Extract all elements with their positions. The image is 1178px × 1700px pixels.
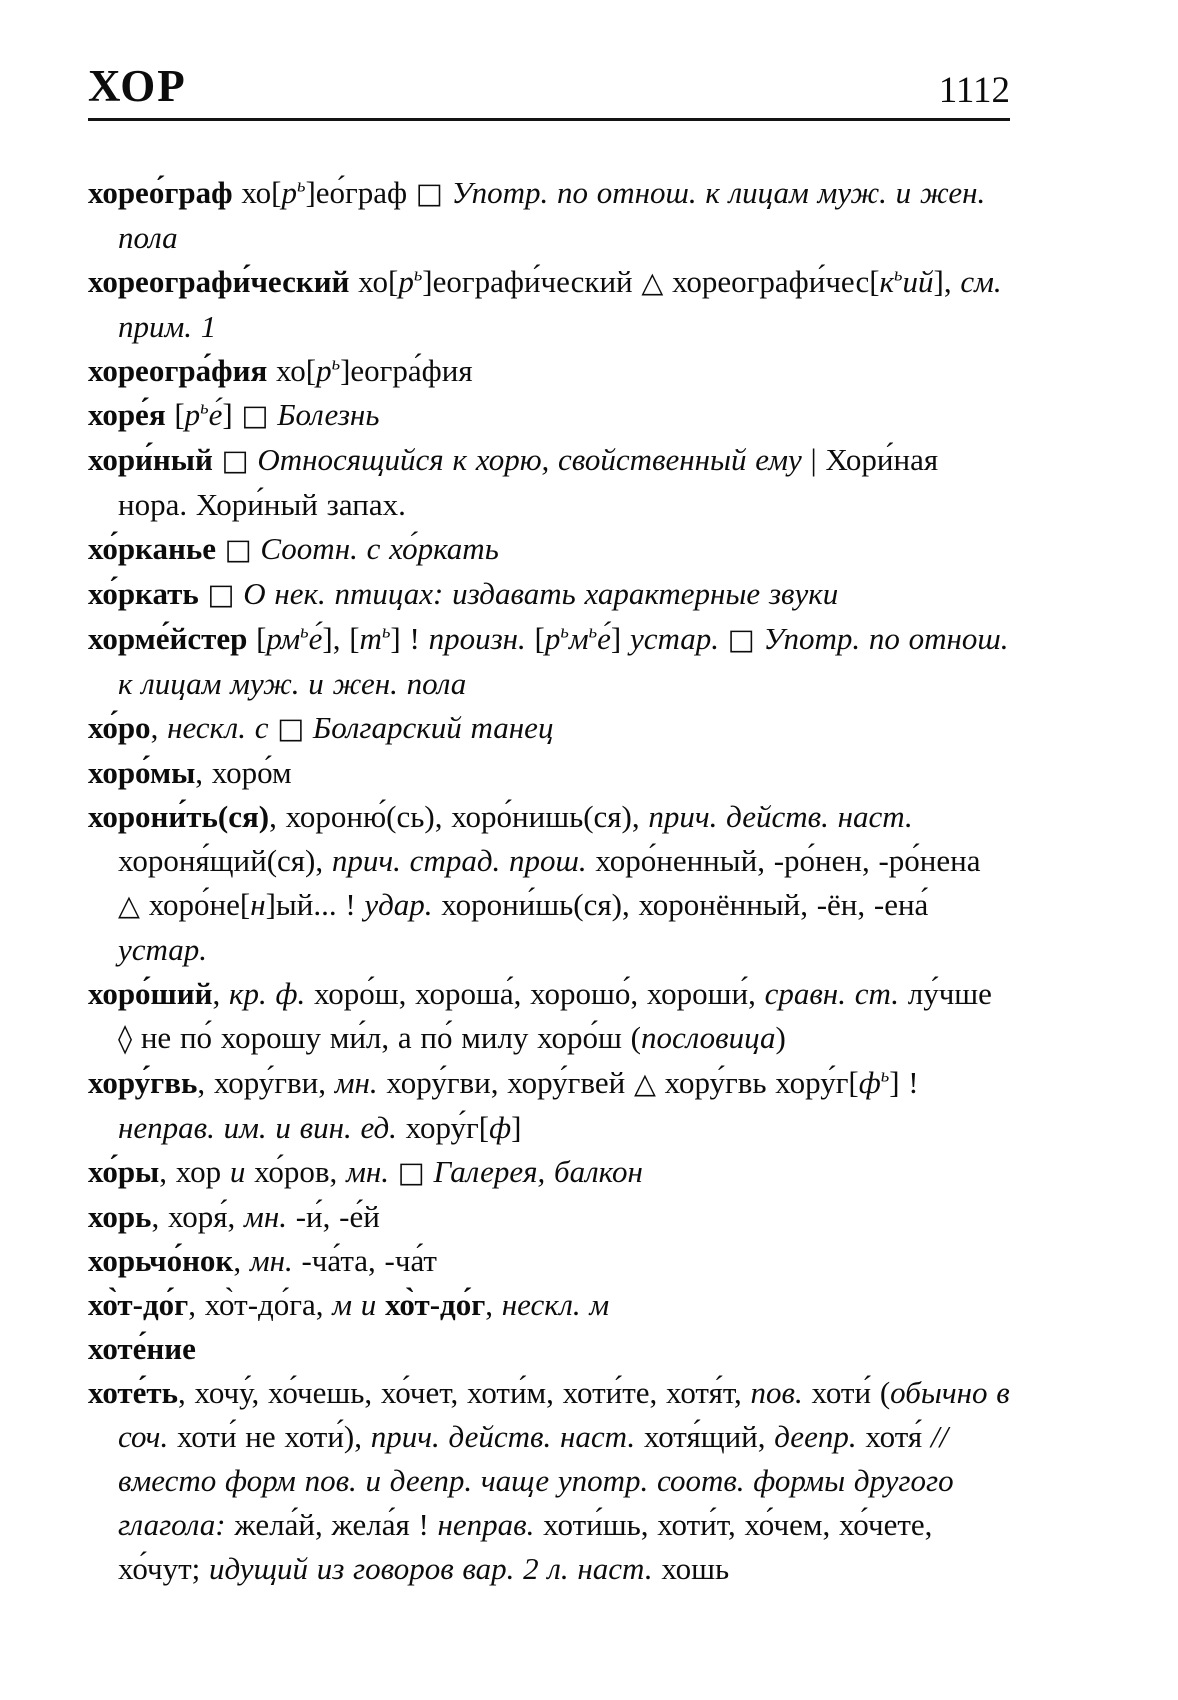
entry-text: Употр. по отнош. к лицам муж. и жен. пола [118, 175, 986, 255]
entry-text: ] [222, 397, 242, 432]
entry-text: , [150, 710, 168, 745]
entry-text: ]еографи́ческий [422, 264, 642, 299]
entry-text: идущий из говоров вар. 2 л. наст. [209, 1551, 662, 1586]
dictionary-entry [88, 617, 1010, 706]
dictionary-entry [88, 751, 1010, 795]
entry-text: ] [511, 1110, 522, 1145]
entry-text: хоро́не[ [139, 887, 251, 922]
entry-text: ф [858, 1065, 881, 1100]
entry-symbol: □ [207, 578, 235, 611]
entry-text: , хоро́м [195, 755, 292, 790]
entry-text: ь [300, 621, 309, 643]
entry-text: т [359, 621, 382, 656]
entry-headword: хори́ный [88, 442, 213, 477]
dictionary-entry [88, 1195, 1010, 1239]
entry-symbol: △ [118, 889, 140, 922]
running-head [88, 61, 1010, 111]
entry-text: устар. [118, 932, 208, 967]
entry-text: хорони́шь(ся), хоронённый, -ён, -ена́ [441, 887, 929, 922]
entry-text: мн. [244, 1199, 296, 1234]
entry-text: , хочу́, хо́чешь, хо́чет, хоти́м, хоти́те, хотя́т, [178, 1375, 751, 1410]
entry-text: Галерея, балкон [424, 1154, 643, 1189]
entry-text: ь [560, 621, 569, 643]
entry-text: прич. действ. наст. [648, 799, 913, 834]
entry-text: -и́, -е́й [295, 1199, 380, 1234]
entry-text: нескл. м [501, 1287, 610, 1322]
entry-headword: хоте́ние [88, 1331, 196, 1366]
entry-text: , [212, 976, 229, 1011]
entry-text: хотя́щий, [643, 1419, 775, 1454]
entry-text: ь [331, 353, 341, 375]
entry-symbol: ◊ [118, 1022, 133, 1055]
entry-text: | Хори́ная нора. Хори́ный запах. [118, 442, 939, 522]
entry-text: е́ [597, 621, 611, 656]
entry-text: ]ео́граф [305, 175, 416, 210]
entry-headword: хо́ркать [88, 576, 199, 611]
entry-headword: хорьчо́нок [88, 1243, 234, 1278]
dictionary-entry [88, 393, 1010, 438]
entry-text: хошь [661, 1551, 730, 1586]
entry-text: мн. [334, 1065, 387, 1100]
entry-text: , [485, 1287, 502, 1322]
entry-headword: хореогра́фия [88, 353, 268, 388]
entry-text: ] ! [390, 621, 429, 656]
entry-text: хо[ [267, 353, 317, 388]
entry-text: ь [381, 621, 391, 643]
entry-text: ь [413, 264, 423, 286]
entry-text: О нек. птицах: издавать характерные звуки [234, 576, 839, 611]
entry-headword: хоро́ший [88, 976, 213, 1011]
entry-text: Употр. по отнош. к лицам муж. и жен. пола [118, 621, 1009, 701]
entry-text: р [544, 621, 561, 656]
entry-symbol: □ [241, 399, 269, 432]
entry-text: и [229, 1154, 255, 1189]
entry-text: хору́гвь хору́г[ [655, 1065, 859, 1100]
entry-text: пословица [640, 1020, 776, 1055]
entry-headword: хо̀т-до́г [88, 1287, 189, 1322]
dictionary-entry [88, 1150, 1010, 1195]
entry-text: сравн. ст. [764, 976, 908, 1011]
entry-text: ь [894, 264, 903, 286]
entry-text: устар. [629, 621, 728, 656]
dictionary-entry [88, 1239, 1010, 1283]
entry-symbol: □ [224, 533, 252, 566]
entry-text: хоро́ненный, -ро́нен, -ро́нена [595, 843, 981, 878]
entry-text: ], [933, 264, 961, 299]
dictionary-entry [88, 1371, 1010, 1591]
entry-text: м [568, 621, 589, 656]
entry-text: е́ [208, 397, 223, 432]
entry-text [213, 442, 222, 477]
entry-text: ь [880, 1065, 890, 1087]
entry-text: жела́й, жела́я ! [234, 1507, 438, 1542]
entry-text: Болгарский танец [304, 710, 554, 745]
entry-text: произн. [428, 621, 535, 656]
entry-text: ий [902, 264, 934, 299]
entry-text: [ [247, 621, 267, 656]
entry-text: р [281, 175, 297, 210]
entry-text: , хору́гви, [197, 1065, 335, 1100]
dictionary-entry [88, 260, 1010, 349]
entry-headword: хорь [88, 1199, 152, 1234]
entry-text: деепр. [774, 1419, 866, 1454]
entry-text: нескл. с [167, 710, 278, 745]
entry-text: хоти́ ( [811, 1375, 891, 1410]
dictionary-entry [88, 1061, 1010, 1150]
entry-text: лу́чше [907, 976, 992, 1011]
dictionary-entry [88, 972, 1010, 1061]
entry-text: р [184, 397, 201, 432]
entry-text: м и [332, 1287, 386, 1322]
entry-text: мн. [346, 1154, 398, 1189]
dictionary-entry [88, 438, 1010, 527]
entry-symbol: △ [641, 266, 664, 299]
entry-text: ], [ [322, 621, 360, 656]
guide-word: ХОР [88, 61, 187, 111]
entry-text: к [879, 264, 895, 299]
entry-text: -ча́та, -ча́т [301, 1243, 437, 1278]
entry-text: , [233, 1243, 250, 1278]
entry-text: ф [489, 1110, 512, 1145]
entry-text: ) [775, 1020, 786, 1055]
entry-text: , хо̀т-до́га, [188, 1287, 333, 1322]
entry-text: хо́ров, [254, 1154, 347, 1189]
entry-text: кр. ф. [228, 976, 314, 1011]
entry-text: ] ! [889, 1065, 919, 1100]
entry-text: обычно в соч. [118, 1375, 1010, 1454]
entry-headword: хоре́я [88, 397, 166, 432]
entry-symbol: □ [727, 623, 755, 656]
entry-text: ]еогра́фия [340, 353, 473, 388]
entry-text: удар. [364, 887, 442, 922]
entry-headword: хоро́мы [88, 755, 196, 790]
entry-symbol: □ [277, 712, 305, 745]
entry-text: р [316, 353, 332, 388]
entry-headword: хорони́ть(ся) [88, 799, 270, 834]
entry-text: хореографи́чес[ [663, 264, 880, 299]
entry-headword: хоте́ть [88, 1375, 179, 1410]
dictionary-entry [88, 795, 1010, 972]
entry-headword: хо́рканье [88, 531, 216, 566]
entry-text: хо[ [349, 264, 399, 299]
entry-text: ] [610, 621, 630, 656]
entry-text [199, 576, 208, 611]
entry-text: неправ. им. и вин. ед. [118, 1110, 406, 1145]
entry-text: не по́ хорошу ми́л, а по́ милу хоро́ш ( [132, 1020, 641, 1055]
entry-symbol: □ [397, 1156, 425, 1189]
entry-headword: хорме́йстер [88, 621, 248, 656]
entry-text: хотя́ [865, 1419, 931, 1454]
entry-text: хоро́ш, хороша́, хорошо́, хороши́, [313, 976, 765, 1011]
entry-text: Соотн. с хо́ркать [251, 531, 499, 566]
entry-text: пов. [750, 1375, 812, 1410]
entry-text [216, 531, 225, 566]
dictionary-entry [88, 171, 1010, 260]
dictionary-entry [88, 1283, 1010, 1327]
entry-text: мн. [249, 1243, 302, 1278]
entry-text: Болезнь [268, 397, 380, 432]
dictionary-entry [88, 1327, 1010, 1371]
entry-text: неправ. [437, 1507, 544, 1542]
dictionary-entry [88, 349, 1010, 393]
entry-text: прич. страд. прош. [331, 843, 596, 878]
header-rule [88, 118, 1010, 121]
entry-symbol: □ [415, 177, 443, 210]
entry-text: хору́гви, хору́гвей [386, 1065, 634, 1100]
entry-headword: хореографи́ческий [88, 264, 350, 299]
entry-text: прич. действ. наст. [370, 1419, 644, 1454]
entry-text: хору́г[ [405, 1110, 490, 1145]
entry-text: , хор [159, 1154, 230, 1189]
entry-text: Относящийся к хорю, свойственный ему [248, 442, 811, 477]
entry-text: ь [588, 621, 598, 643]
entry-text: см. прим. 1 [118, 264, 1002, 344]
entry-text: [ [165, 397, 185, 432]
entry-text: , хоря́, [151, 1199, 245, 1234]
entry-text: е́ [308, 621, 323, 656]
entry-text: рм [266, 621, 301, 656]
entries [88, 171, 1010, 1591]
dictionary-entry [88, 706, 1010, 751]
entry-headword: хорео́граф [88, 175, 233, 210]
entry-headword: хо́ры [88, 1154, 160, 1189]
entry-text: [ [534, 621, 545, 656]
dictionary-entry [88, 572, 1010, 617]
entry-text: ь [200, 397, 209, 419]
entry-text: ]ый... ! [265, 887, 365, 922]
entry-text: ь [297, 175, 306, 197]
entry-text: хоти́шь, хоти́т, хо́чем, хо́чете, хо́чут; [118, 1507, 933, 1586]
entry-text: хо[ [232, 175, 282, 210]
entry-text: , хороню́(сь), хоро́нишь(ся), [269, 799, 649, 834]
entry-text: хороня́щий(ся), [118, 843, 332, 878]
dictionary-entry [88, 527, 1010, 572]
entry-symbol: □ [221, 444, 249, 477]
entry-headword: хо́ро [88, 710, 151, 745]
entry-symbol: △ [633, 1067, 656, 1100]
entry-text: н [250, 887, 266, 922]
entry-text: // вместо форм пов. и деепр. чаще употр. соотв. формы другого глагола: [118, 1419, 954, 1542]
entry-text: р [398, 264, 414, 299]
page-number: 1112 [938, 70, 1010, 111]
entry-headword: хору́гвь [88, 1065, 198, 1100]
entry-text: хоти́ не хоти́), [176, 1419, 371, 1454]
entry-headword: хо̀т-до́г [385, 1287, 486, 1322]
